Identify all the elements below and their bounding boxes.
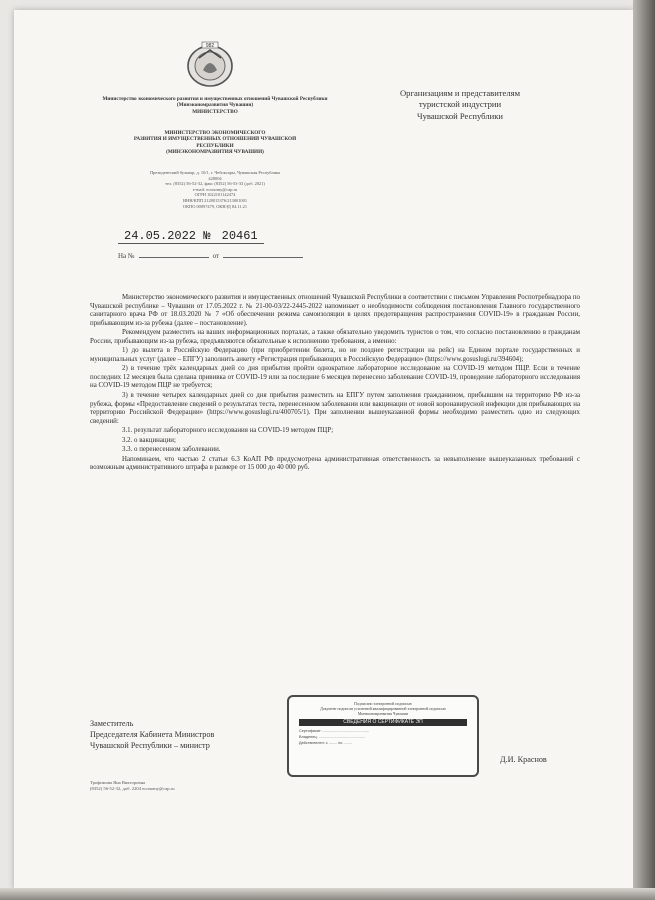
registration-index: 20461 — [221, 229, 258, 243]
ministry-line: РЕСПУБЛИКИ — [196, 142, 234, 149]
body-paragraph: 1) до вылета в Российскую Федерацию (при приобретении билета, но не позднее регистрации на рейс) на Едином портале государственных и муниципальных услуг (далее – ЕПГУ) заполнить анкету «Регистрация прибывающих в Российскую Федерацию» (https://www.gosuslugi.ru/394604); — [90, 347, 580, 363]
stamp-row: Владелец: ............................................ — [299, 735, 366, 740]
stamp-line: Документ подписан усиленной квалифицированной электронной подписью — [320, 706, 446, 711]
body-paragraph: Рекомендуем разместить на ваших информационных порталах, а также обязательно уведомить туристов о том, что согласно постановлению в гражданам России, прибывающим из-за рубежа, предъявляются обязательные к исполнению требования, а именно: — [90, 329, 580, 345]
reference-label: На № — [118, 252, 135, 260]
signatory-name: Д.И. Краснов — [500, 755, 547, 764]
address-line: ОКПО 00097479, ОКВЭД 84.11.21 — [182, 203, 248, 209]
executor-info — [90, 780, 290, 792]
addressee-line: Организациям и представителям — [399, 88, 521, 98]
svg-text:982: 982 — [205, 43, 215, 49]
address-line: ОГРН 1022101142474 — [194, 192, 236, 198]
address-line: тел. (8352) 56-52-32, факс (8352) 56-53-33 (доб. 2021) — [165, 181, 265, 187]
addressee-block — [345, 88, 575, 122]
ministry-line: МИНИСТЕРСТВО — [192, 108, 238, 115]
scan-edge-right — [633, 0, 655, 900]
reference-line — [118, 252, 307, 260]
ministry-line: Министерство экономического развития и имущественных отношений Чувашской Республики — [102, 96, 328, 102]
ministry-contacts — [95, 170, 335, 209]
address-line: ИНН/КПП 2128015376/213001001 — [182, 197, 248, 203]
stamp-line: Минэкономразвития Чувашии — [357, 711, 409, 716]
addressee-line: Чувашской Республики — [417, 110, 503, 121]
body-paragraph: 3) в течение четырех календарных дней со дня прибытия разместить на ЕПГУ путем заполнения гражданином, прибывшим на территорию РФ из-за рубежа, формы «Предоставление сведений о результатах теста, перенесенном заболевании или вакцинации от новой коронавирусной инфекции для прибывающих на территорию Российской Федерации» (https://www.gosuslugi.ru/400705/1). При заполнении вышеуказанной формы необходимо разместить одно из следующих сведений: — [90, 392, 580, 425]
address-line: Президентский бульвар, д. 10/1, г. Чебоксары, Чувашская Республика — [150, 170, 280, 175]
body-list-item: 3.1. результат лабораторного исследования на COVID-19 методом ПЦР; — [122, 427, 334, 435]
address-line: 428004 — [208, 175, 222, 181]
stamp-text — [289, 702, 477, 716]
address-line: e-mail: economy@cap.ru — [192, 186, 238, 192]
stamp-title-bar: СВЕДЕНИЯ О СЕРТИФИКАТЕ ЭП — [299, 719, 467, 726]
executor-contact: (8352) 56-52-32, доб. 2204 economy@cap.ru — [90, 786, 175, 791]
body-list-item: 3.2. о вакцинации; — [122, 436, 176, 444]
coat-of-arms-emblem — [185, 40, 235, 88]
ministry-header-chuvash — [95, 96, 335, 115]
ministry-line: (Минэкономразвития Чувашии) — [176, 102, 254, 109]
body-paragraph: Министерство экономического развития и имущественных отношений Чувашской Республики в соответствии с письмом Управления Роспотребнадзора по Чувашской республике – Чувашии от 17.05.2022 г. № 21-00-03/22-2445-2022 напоминает о необходимости соблюдения постановления Главного государственного санитарного врача РФ от 18.03.2020 № 7 «Об обеспечении режима самоизоляции в целях предотвращения распространения COVID-19» в гражданам России, прибывающим из-за рубежа (далее – постановление). — [90, 294, 580, 327]
body-paragraph: 2) в течение трёх календарных дней со дня прибытия пройти однократное лабораторное исследование на COVID-19 методом ПЦР. Если в течение последних 12 месяцев была сделана прививка от COVID-19 или за последние 6 месяцев перенесено заболевание COVID-19, проведение лабораторного исследования на COVID-19 методом ПЦР не требуется; — [90, 365, 580, 390]
reference-from-label: от — [212, 252, 220, 260]
electronic-signature-stamp — [287, 695, 479, 777]
addressee-line: туристской индустрии — [418, 99, 502, 110]
stamp-line: Подписано электронной подписью — [354, 702, 412, 706]
signatory-line: Заместитель — [90, 719, 134, 728]
ministry-line: (МИНЭКОНОМРАЗВИТИЯ ЧУВАШИИ) — [166, 149, 264, 156]
signatory-line: Председателя Кабинета Министров — [90, 729, 215, 739]
signatory-title — [90, 719, 290, 751]
number-sign: № — [203, 229, 211, 243]
scan-edge-bottom — [0, 888, 655, 900]
registration-number — [118, 229, 264, 244]
executor-name: Трофимова Яна Викторовна — [90, 780, 146, 785]
ministry-line: МИНИСТЕРСТВО ЭКОНОМИЧЕСКОГО — [164, 130, 266, 136]
ministry-header-russian — [95, 130, 335, 156]
body-paragraph: Напоминаем, что частью 2 статьи 6.3 КоАП РФ предусмотрена административная ответственность за невыполнение вышеуказанных требований с возможным административного штрафа в размере от 15 000 до 40 000 руб. — [90, 455, 580, 472]
registration-date: 24.05.2022 — [124, 229, 197, 243]
ministry-line: РАЗВИТИЯ И ИМУЩЕСТВЕННЫХ ОТНОШЕНИЙ ЧУВАШСКОЙ — [133, 136, 297, 143]
letter-body — [90, 294, 580, 474]
signatory-line: Чувашской Республики – министр — [90, 740, 210, 750]
stamp-row: Действителен: с ........ по ........ — [299, 741, 352, 746]
body-list-item: 3.3. о перенесенном заболевании. — [122, 446, 221, 454]
stamp-row: Сертификат: ............................................ — [299, 729, 370, 734]
